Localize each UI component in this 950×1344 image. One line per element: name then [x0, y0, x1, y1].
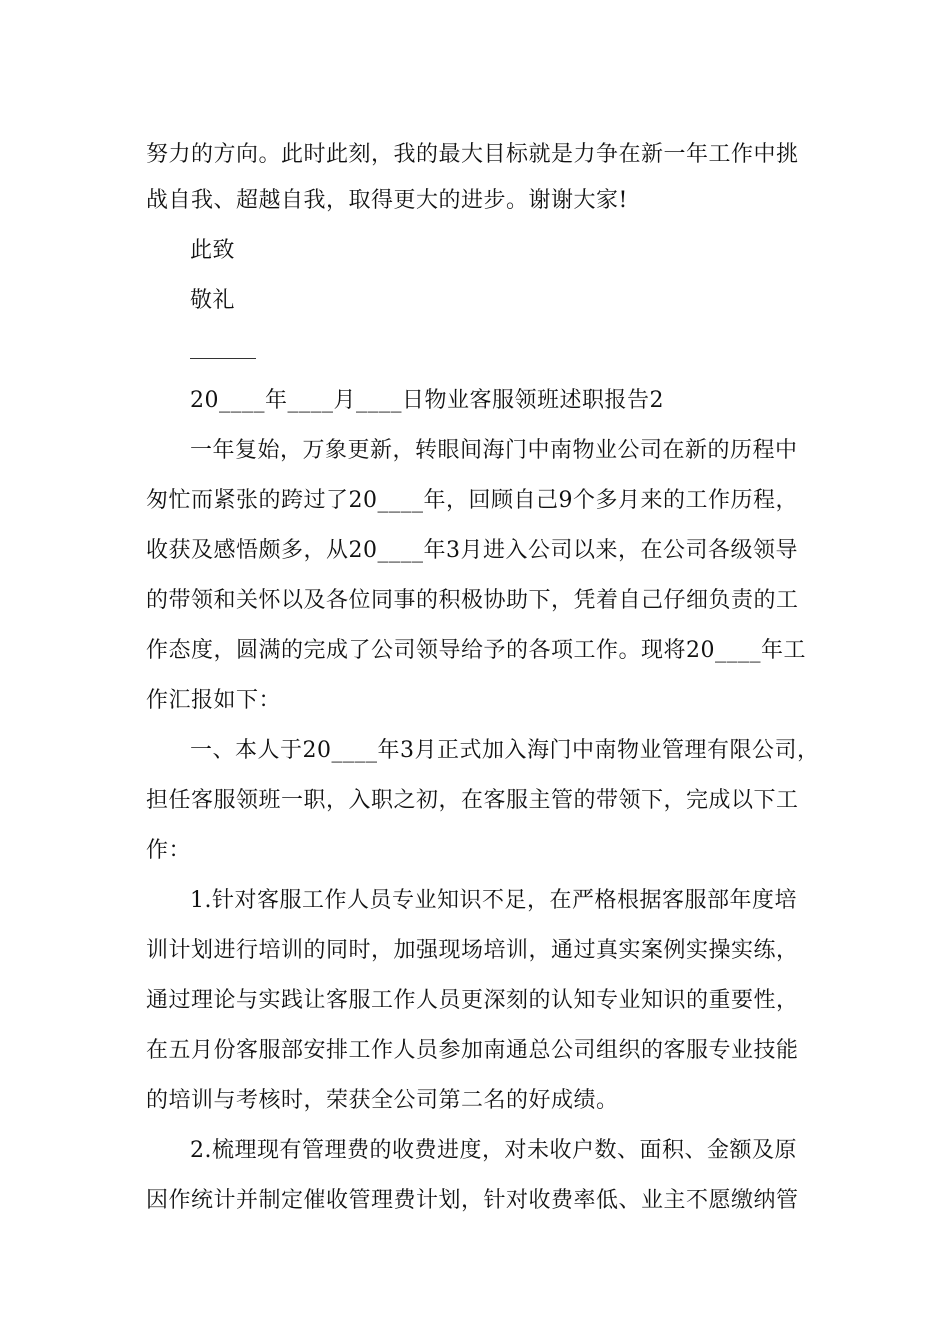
body-text-line: 训计划进行培训的同时，加强现场培训，通过真实案例实操实练，	[146, 938, 799, 963]
closing-salutation: 此致	[190, 238, 236, 263]
body-text-line: 担任客服领班一职，入职之初，在客服主管的带领下，完成以下工	[146, 788, 799, 813]
body-text-line: 通过理论与实践让客服工作人员更深刻的认知专业知识的重要性，	[146, 988, 799, 1013]
body-text-line: 努力的方向。此时此刻，我的最大目标就是力争在新一年工作中挑	[146, 142, 799, 167]
closing-regards: 敬礼	[190, 288, 236, 313]
list-item-1: 1.针对客服工作人员专业知识不足，在严格根据客服部年度培	[190, 888, 797, 913]
body-text-line: 作：	[146, 838, 192, 863]
body-text-line: 战自我、超越自我，取得更大的进步。谢谢大家!	[146, 188, 628, 213]
body-text-line: 作态度，圆满的完成了公司领导给予的各项工作。现将20____年工	[146, 638, 806, 663]
signature-blank-line	[190, 358, 256, 359]
report-title: 20____年____月____日物业客服领班述职报告2	[190, 388, 664, 413]
body-text-line: 因作统计并制定催收管理费计划，针对收费率低、业主不愿缴纳管	[146, 1188, 799, 1213]
body-text-line: 匆忙而紧张的跨过了20____年，回顾自己9个多月来的工作历程，	[146, 488, 798, 513]
body-text-line: 作汇报如下：	[146, 688, 282, 713]
body-text-line: 收获及感悟颇多，从20____年3月进入公司以来，在公司各级领导	[146, 538, 798, 563]
body-text-line: 在五月份客服部安排工作人员参加南通总公司组织的客服专业技能	[146, 1038, 799, 1063]
body-text-line: 一年复始，万象更新，转眼间海门中南物业公司在新的历程中	[190, 438, 798, 463]
list-item-2: 2.梳理现有管理费的收费进度，对未收户数、面积、金额及原	[190, 1138, 797, 1163]
body-text-line: 的培训与考核时，荣获全公司第二名的好成绩。	[146, 1088, 619, 1113]
body-text-line: 的带领和关怀以及各位同事的积极协助下，凭着自己仔细负责的工	[146, 588, 799, 613]
section-heading-1: 一、本人于20____年3月正式加入海门中南物业管理有限公司，	[190, 738, 820, 763]
